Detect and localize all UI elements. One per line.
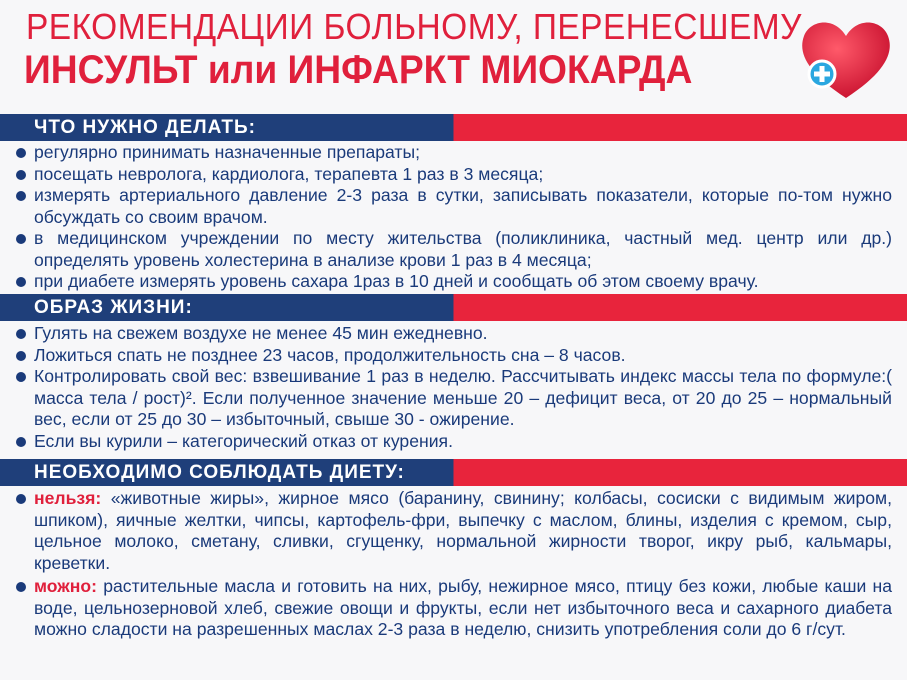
list-item-forbidden: нельзя: «животные жиры», жирное мясо (баранину, свинину; колбасы, сосиски с видимым жиром, шпиком), яичные желтки, чипсы, картофель-фри, выпечку с маслом, блины, изделия с кремом, сыр, цельное молоко, сметану, сливки, сгущенку, нормальной жирности творог, икру рыб, кальмары, креветки. (12, 488, 892, 574)
list-item: при диабете измерять уровень сахара 1раз в 10 дней и сообщать об этом своему врачу. (12, 271, 892, 293)
bullet-icon (16, 437, 26, 447)
list-item: Если вы курили – категорический отказ от курения. (12, 431, 892, 453)
bullet-icon (16, 329, 26, 339)
list-item: посещать невролога, кардиолога, терапевта 1 раз в 3 месяца; (12, 164, 892, 186)
bullet-icon (16, 582, 26, 592)
list-item: в медицинском учреждении по месту жительства (поликлиника, частный мед. центр или др.) определять уровень холестерина в анализе крови 1 раз в 4 месяца; (12, 228, 892, 271)
todo-list (12, 142, 892, 293)
bullet-icon (16, 148, 26, 158)
list-item: регулярно принимать назначенные препараты; (12, 142, 892, 164)
bullet-icon (16, 351, 26, 361)
bullet-icon (16, 170, 26, 180)
list-item: Гулять на свежем воздухе не менее 45 мин ежедневно. (12, 323, 892, 345)
section-header-lifestyle (0, 294, 907, 321)
title-line-1: РЕКОМЕНДАЦИИ БОЛЬНОМУ, ПЕРЕНЕСШЕМУ (26, 6, 802, 47)
section-heading: НЕОБХОДИМО СОБЛЮДАТЬ ДИЕТУ: (34, 462, 405, 483)
bullet-icon (16, 372, 26, 382)
bullet-icon (16, 277, 26, 287)
page-header (0, 0, 907, 108)
allowed-label: можно: (34, 576, 98, 596)
heart-with-medical-cross-icon (796, 14, 896, 102)
bullet-icon (16, 494, 26, 504)
bullet-icon (16, 191, 26, 201)
section-header-diet (0, 459, 907, 486)
title-line-2: ИНСУЛЬТ или ИНФАРКТ МИОКАРДА (24, 48, 693, 92)
section-header-todo (0, 114, 907, 141)
forbidden-label: нельзя: (34, 488, 102, 508)
lifestyle-list (12, 323, 892, 452)
list-item: измерять артериального давление 2-3 раза в сутки, записывать показатели, которые по-том нужно обсуждать со своим врачом. (12, 185, 892, 228)
list-item: Ложиться спать не позднее 23 часов, продолжительность сна – 8 часов. (12, 345, 892, 367)
section-heading: ЧТО НУЖНО ДЕЛАТЬ: (34, 117, 256, 138)
diet-list (12, 488, 892, 641)
list-item-allowed: можно: растительные масла и готовить на них, рыбу, нежирное мясо, птицу без кожи, любые каши на воде, цельнозерновой хлеб, свежие овощи и фрукты, если нет избыточного веса и сахарного диабета можно сладости на разрешенных маслах 2-3 раза в неделю, снизить употребления соли до 6 г/сут. (12, 576, 892, 641)
list-item: Контролировать свой вес: взвешивание 1 раз в неделю. Рассчитывать индекс массы тела по формуле:( масса тела / рост)². Если полученное значение меньше 20 – дефицит веса, от 20 до 25 – нормальный вес, если от 25 до 30 – избыточный, свыше 30 - ожирение. (12, 366, 892, 431)
section-heading: ОБРАЗ ЖИЗНИ: (34, 297, 193, 318)
bullet-icon (16, 234, 26, 244)
